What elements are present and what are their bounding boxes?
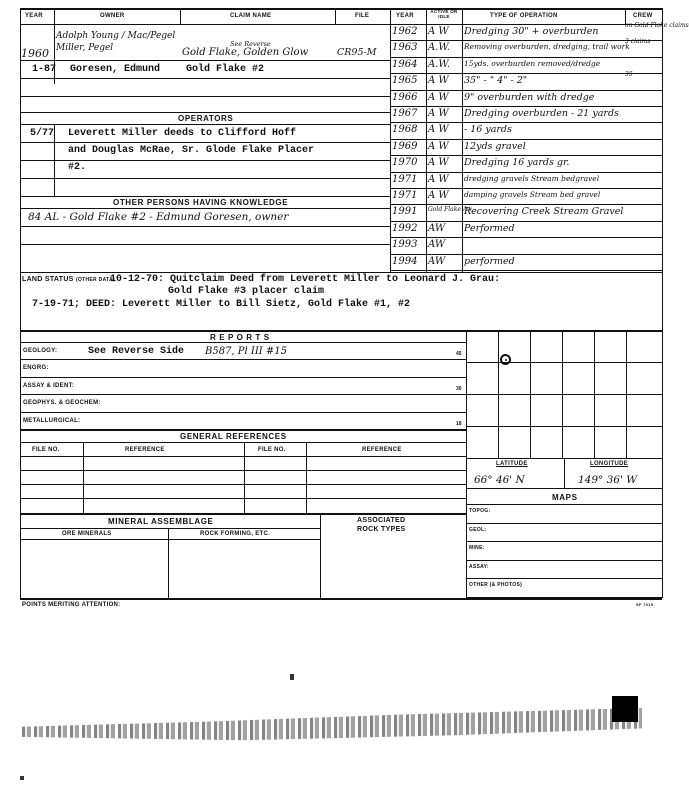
activity-operation: Dredging overburden - 21 yards	[464, 108, 619, 119]
activity-operation: 35" - " 4" - 2"	[464, 75, 528, 87]
activity-status: A W	[428, 124, 449, 136]
activity-operation: Recovering Creek Stream Gravel	[464, 206, 624, 218]
scan-speck	[20, 776, 24, 780]
maps-row-label: ASSAY:	[469, 563, 489, 570]
maps-row	[466, 524, 662, 543]
activity-year: 1964	[392, 58, 418, 70]
report-label: GEOLOGY:	[23, 348, 58, 354]
activity-row	[390, 22, 689, 41]
owner-year: 1-87	[32, 64, 57, 75]
activity-crew: on Gold Flake claims	[625, 22, 689, 29]
mineral-rock: ROCK FORMING, ETC.	[200, 531, 271, 537]
activity-operation: - 16 yards	[464, 124, 512, 136]
activity-year: 1994	[392, 255, 418, 267]
activity-row	[390, 123, 662, 139]
activity-status: A.W.	[428, 58, 451, 70]
operators-text-3: #2.	[68, 162, 87, 173]
activity-operation: damping gravels Stream bed gravel	[464, 190, 601, 199]
scan-black-block	[612, 696, 638, 722]
activity-status: AW	[428, 255, 446, 267]
activity-status: A W	[428, 190, 449, 201]
scan-speck	[290, 674, 294, 680]
activity-year: 1966	[392, 91, 418, 103]
reports-title: R E P O R T S	[210, 333, 270, 342]
header-owner: OWNER	[100, 13, 125, 19]
activity-row	[390, 222, 662, 238]
knowledge-title: OTHER PERSONS HAVING KNOWLEDGE	[113, 198, 289, 207]
activity-status: AW	[428, 222, 446, 234]
header-type-of-operation: TYPE OF OPERATION	[490, 13, 558, 19]
activity-year: 1992	[392, 222, 418, 234]
header-active-idle: ACTIVE OR IDLE	[430, 9, 458, 19]
header-year: YEAR	[25, 13, 43, 19]
activity-crew: 3 claims	[625, 38, 651, 46]
owner-claim-note: See Reverse	[230, 40, 271, 48]
report-page-number: 45	[456, 351, 462, 357]
activity-year: 1965	[392, 75, 418, 87]
maps-row	[466, 542, 662, 561]
activity-year: 1971	[392, 190, 418, 201]
activity-status: A W	[428, 108, 449, 119]
activity-operation: 9" overburden with dredge	[464, 91, 595, 103]
activity-operation: Performed	[464, 222, 515, 234]
activity-row	[390, 255, 662, 271]
latitude-value: 66° 46' N	[474, 474, 525, 486]
activity-crew: 35	[625, 71, 633, 79]
mineral-title: MINERAL ASSEMBLAGE	[108, 517, 214, 526]
maps-row-label: MINE:	[469, 545, 485, 552]
header-file: FILE	[355, 13, 370, 19]
maps-row	[466, 505, 662, 524]
gr-col-ref-1: REFERENCE	[125, 447, 165, 453]
operators-text-1: Leverett Miller deeds to Clifford Hoff	[68, 128, 297, 139]
activity-year: 1970	[392, 157, 418, 169]
report-label: ASSAY & IDENT:	[23, 382, 75, 389]
activity-row	[390, 71, 662, 90]
knowledge-entry: 84 AL - Gold Flake #2 - Edmund Goresen, owner	[28, 211, 289, 223]
header-claim-name: CLAIM NAME	[230, 13, 272, 19]
general-references-title: GENERAL REFERENCES	[180, 432, 287, 441]
location-marker-icon	[500, 354, 511, 365]
activity-status: A W	[428, 173, 449, 185]
owner-name: Goresen, Edmund	[70, 64, 161, 75]
report-label: METALLURGICAL:	[23, 417, 81, 424]
report-hand: B587, Pl III #15	[205, 346, 288, 357]
longitude-label: LONGITUDE	[590, 461, 629, 467]
gr-col-file-1: FILE NO.	[32, 447, 60, 453]
activity-status: A.W.	[428, 42, 451, 54]
activity-row	[390, 58, 662, 74]
latitude-label: LATITUDE	[496, 461, 528, 467]
activity-operation: 12yds gravel	[464, 140, 526, 152]
report-row	[20, 343, 466, 360]
land-status-line-2: Gold Flake #3 placer claim	[168, 286, 325, 297]
location-grid	[466, 330, 662, 458]
activity-row	[390, 38, 662, 57]
owner-name: Adolph Young / Mac/Pegel Miller, Pegel	[56, 31, 176, 53]
activity-operation: performed	[464, 255, 515, 267]
activity-operation: Dredging 16 yards gr.	[464, 157, 570, 169]
activity-operation: 15yds. overburden removed/dredge	[464, 58, 601, 68]
activity-year: 1993	[392, 239, 418, 251]
activity-row	[390, 91, 662, 107]
activity-year: 1991	[392, 206, 418, 218]
land-status-label: LAND STATUS	[22, 276, 74, 283]
gr-col-ref-2: REFERENCE	[362, 447, 402, 453]
owner-claim: Gold Flake, Golden Glow	[182, 47, 309, 58]
operators-text-2: and Douglas McRae, Sr. Glode Flake Placer	[68, 145, 315, 156]
report-row	[20, 378, 466, 395]
maps-row-label: OTHER (& PHOTOS)	[469, 582, 523, 589]
activity-row	[390, 140, 662, 156]
maps-row-label: GEOL:	[469, 526, 487, 533]
activity-year: 1968	[392, 124, 418, 136]
activity-status: A W	[428, 91, 449, 103]
activity-row	[390, 107, 662, 123]
activity-status: A W	[428, 26, 449, 37]
activity-row	[390, 156, 662, 172]
assoc-title: ASSOCIATED	[357, 517, 406, 524]
activity-year: 1963	[392, 42, 418, 54]
operators-date: 5/77	[30, 128, 55, 139]
report-row	[20, 413, 466, 430]
assoc-sub: ROCK TYPES	[357, 526, 406, 533]
points-meriting-attention: POINTS MERITING ATTENTION:	[22, 602, 121, 608]
activity-operation: Removing overburden, dredging, trail work	[464, 42, 630, 52]
activity-row	[390, 238, 662, 254]
maps-title: MAPS	[552, 493, 578, 502]
owner-file: CR95-M	[337, 47, 377, 58]
activity-operation: dredging gravels Stream bedgravel	[464, 173, 600, 183]
report-label: GEOPHYS. & GEOCHEM:	[23, 400, 101, 407]
activity-year: 1962	[392, 26, 418, 37]
report-typed: See Reverse Side	[88, 346, 185, 357]
activity-year: 1969	[392, 140, 418, 152]
activity-row	[390, 173, 662, 189]
activity-year: 1971	[392, 173, 418, 185]
report-row	[20, 360, 466, 377]
owner-year: 1960	[21, 47, 49, 60]
activity-row	[390, 189, 662, 205]
header-year-2: YEAR	[396, 13, 414, 19]
scan-noise-band	[22, 708, 642, 742]
report-label: ENGRG:	[23, 365, 49, 372]
report-row	[20, 395, 466, 412]
activity-status: AW	[428, 239, 446, 251]
report-page-number: 30	[456, 385, 462, 392]
operators-title: OPERATORS	[178, 114, 234, 123]
form-number: SF 7015	[636, 602, 654, 607]
header-crew: CREW	[633, 13, 653, 19]
maps-row	[466, 561, 662, 580]
activity-operation: Dredging 30" + overburden	[464, 26, 599, 37]
land-status-line-3: 7-19-71; DEED: Leverett Miller to Bill Sietz, Gold Flake #1, #2	[32, 299, 411, 310]
maps-row	[466, 579, 662, 598]
report-page-number: 18	[456, 420, 462, 427]
longitude-value: 149° 36' W	[578, 474, 638, 486]
maps-row-label: TOPOG:	[469, 508, 491, 514]
activity-year: 1967	[392, 108, 418, 119]
mineral-ore: ORE MINERALS	[62, 531, 112, 537]
land-status-sublabel: (OTHER DATA)	[76, 277, 115, 283]
activity-status: Gold Flake Aw	[428, 206, 473, 214]
activity-status: A W	[428, 157, 449, 169]
land-status-line-1: 10-12-70: Quitclaim Deed from Leverett Miller to Leonard J. Grau:	[110, 274, 501, 285]
gr-col-file-2: FILE NO.	[258, 447, 286, 453]
owner-claim: Gold Flake #2	[186, 64, 265, 75]
activity-status: A W	[428, 75, 449, 87]
activity-row	[390, 205, 662, 221]
activity-status: A W	[428, 140, 449, 152]
